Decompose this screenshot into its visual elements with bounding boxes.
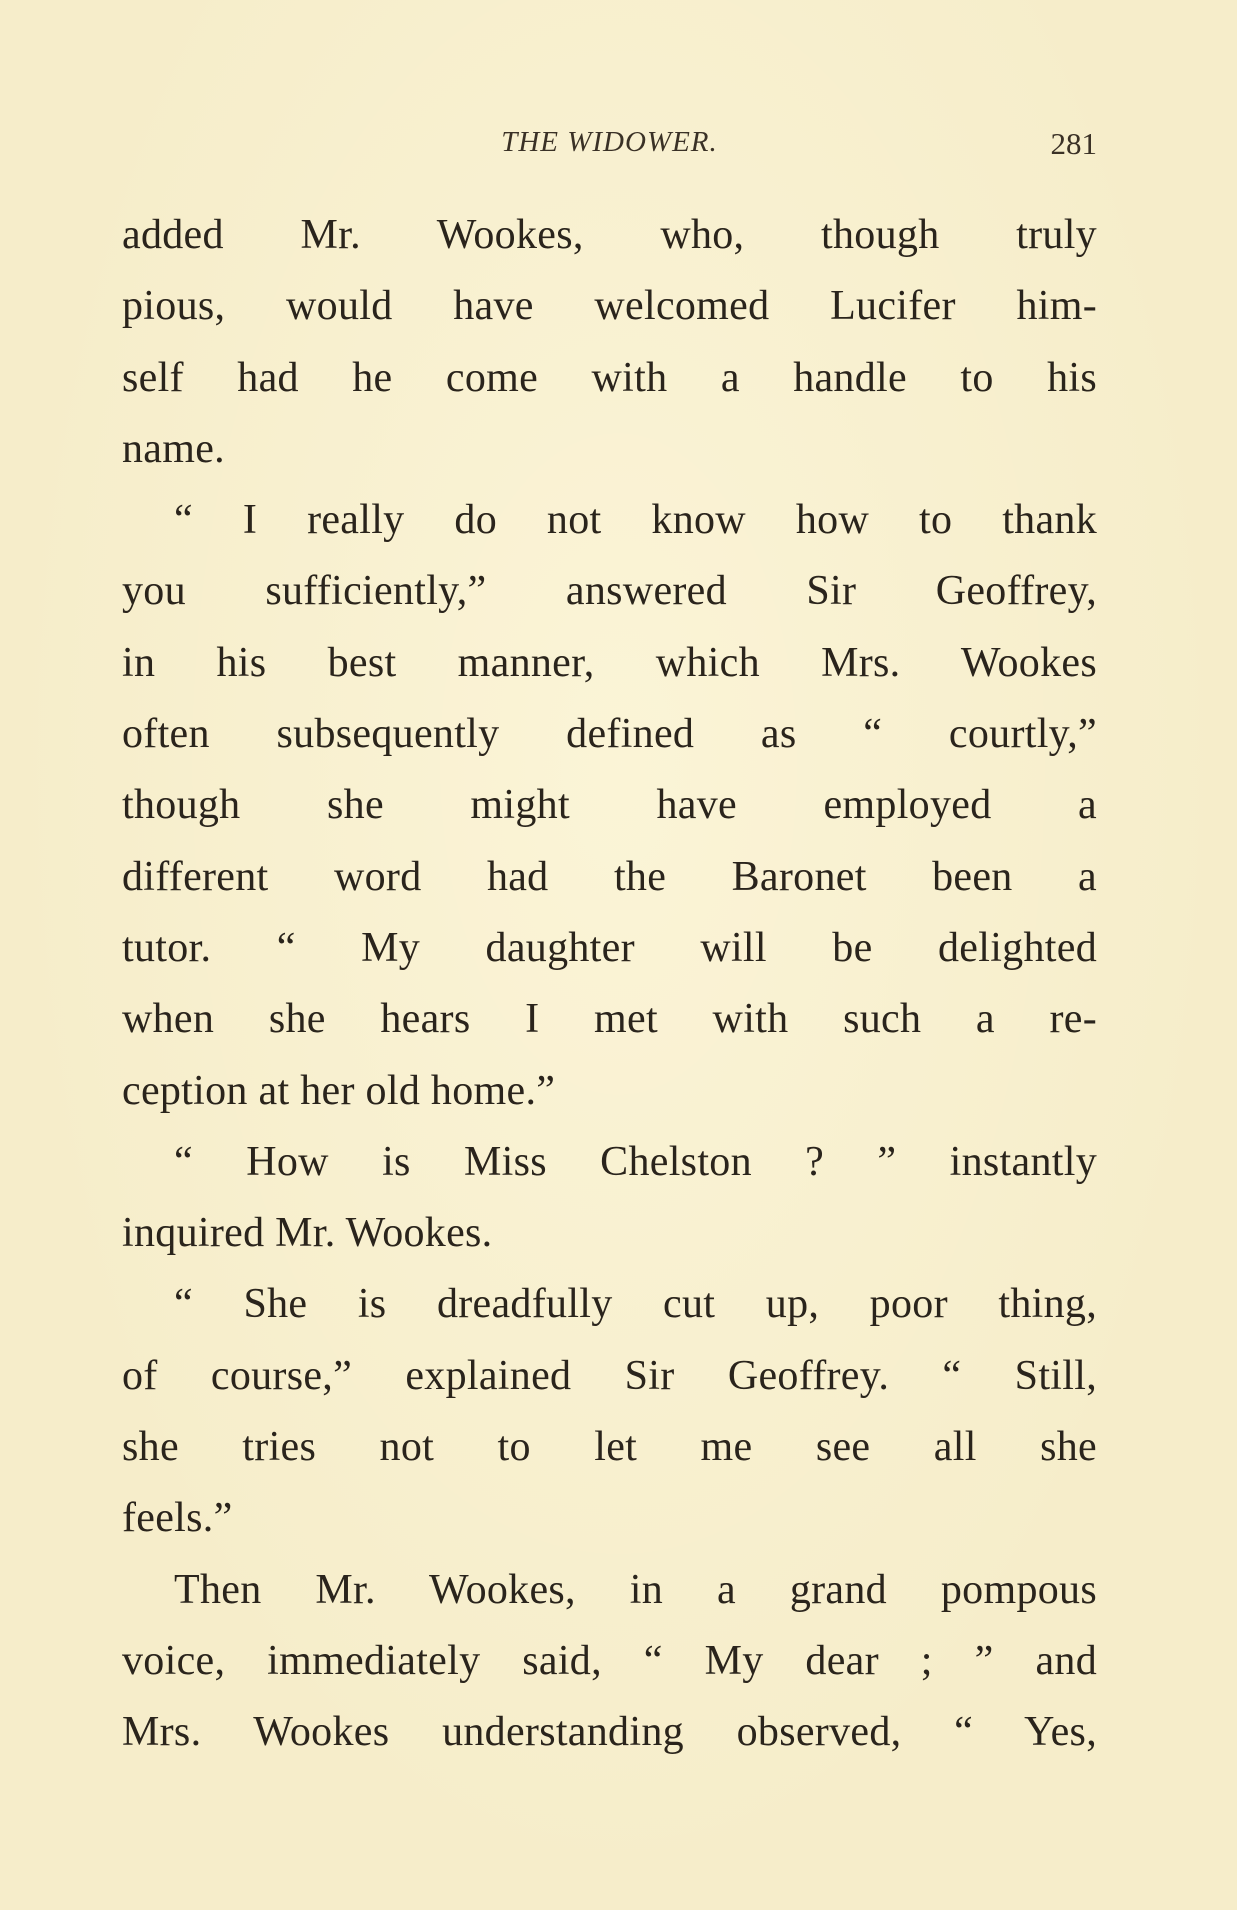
page-number: 281 <box>1050 126 1097 161</box>
text-line: though she might have employed a <box>122 782 1097 829</box>
running-title: THE WIDOWER. <box>501 126 718 158</box>
text-line: different word had the Baronet been a <box>122 853 1097 900</box>
text-line: Then Mr. Wookes, in a grand pompous <box>174 1566 1097 1613</box>
text-line: inquired Mr. Wookes. <box>122 1210 493 1257</box>
text-line: voice, immediately said, “ My dear ; ” and <box>122 1637 1097 1684</box>
body-text <box>122 200 1097 1769</box>
text-line: when she hears I met with such a re- <box>122 996 1097 1043</box>
text-line: you sufficiently,” answered Sir Geoffrey, <box>122 568 1097 615</box>
text-line: “ How is Miss Chelston ? ” instantly <box>174 1138 1097 1185</box>
text-line: “ I really do not know how to thank <box>174 497 1097 544</box>
text-line: feels.” <box>122 1495 233 1542</box>
text-line: she tries not to let me see all she <box>122 1424 1097 1471</box>
text-line: “ She is dreadfully cut up, poor thing, <box>174 1281 1097 1328</box>
running-head <box>122 126 1097 170</box>
text-line: added Mr. Wookes, who, though truly <box>122 212 1097 258</box>
text-line: pious, would have welcomed Lucifer him- <box>122 283 1097 330</box>
text-line: Mrs. Wookes understanding observed, “ Yes, <box>122 1709 1097 1756</box>
text-line: self had he come with a handle to his <box>122 354 1097 401</box>
text-line: of course,” explained Sir Geoffrey. “ Still, <box>122 1352 1097 1399</box>
text-line: tutor. “ My daughter will be delighted <box>122 924 1097 971</box>
text-line: in his best manner, which Mrs. Wookes <box>122 639 1097 686</box>
text-line: name. <box>122 425 225 472</box>
text-line: often subsequently defined as “ courtly,” <box>122 711 1097 758</box>
text-line: ception at her old home.” <box>122 1067 556 1114</box>
